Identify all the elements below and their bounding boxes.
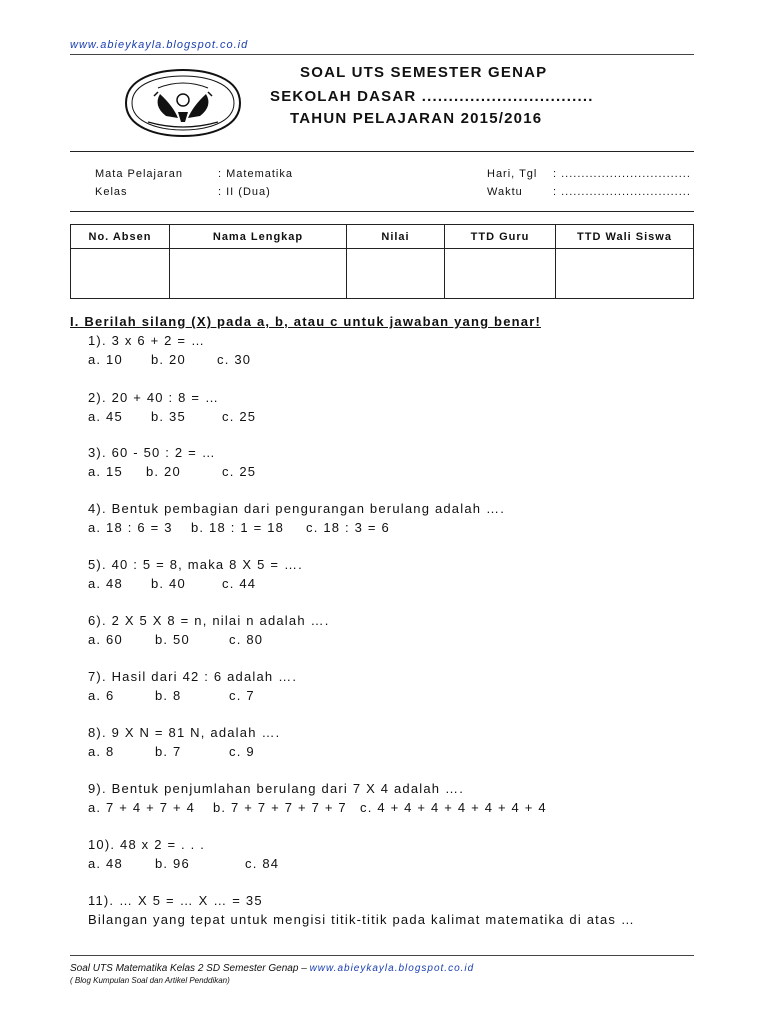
question-4: 4). Bentuk pembagian dari pengurangan berulang adalah ….: [88, 501, 506, 516]
class-value: : II (Dua): [218, 186, 271, 198]
option-1c[interactable]: c. 30: [217, 352, 252, 367]
school-name-line: SEKOLAH DASAR ................................: [270, 88, 594, 105]
subject-value: : Matematika: [218, 168, 293, 180]
academic-year: TAHUN PELAJARAN 2015/2016: [290, 110, 543, 127]
option-5c[interactable]: c. 44: [222, 576, 257, 591]
student-score-table: [70, 224, 694, 299]
footer-note: ( Blog Kumpulan Soal dan Artikel Penddikan): [70, 976, 230, 985]
question-5: 5). 40 : 5 = 8, maka 8 X 5 = ….: [88, 557, 303, 572]
option-2a[interactable]: a. 45: [88, 409, 123, 424]
cell-nilai[interactable]: [347, 249, 445, 299]
option-3c[interactable]: c. 25: [222, 464, 257, 479]
question-11: 11). … X 5 = … X … = 35: [88, 893, 263, 908]
option-7c[interactable]: c. 7: [229, 688, 255, 703]
question-8: 8). 9 X N = 81 N, adalah ….: [88, 725, 281, 740]
day-date-field[interactable]: : ................................: [553, 168, 691, 180]
cell-nama-lengkap[interactable]: [170, 249, 347, 299]
col-header-nama-lengkap: Nama Lengkap: [170, 225, 347, 249]
section-instruction: I. Berilah silang (X) pada a, b, atau c untuk jawaban yang benar!: [70, 314, 541, 329]
option-3a[interactable]: a. 15: [88, 464, 123, 479]
option-5a[interactable]: a. 48: [88, 576, 123, 591]
option-9c[interactable]: c. 4 + 4 + 4 + 4 + 4 + 4 + 4: [360, 800, 547, 815]
option-10c[interactable]: c. 84: [245, 856, 280, 871]
tut-wuri-handayani-logo-icon: [118, 66, 248, 140]
cell-ttd-guru[interactable]: [445, 249, 556, 299]
option-10b[interactable]: b. 96: [155, 856, 190, 871]
question-10: 10). 48 x 2 = . . .: [88, 837, 206, 852]
option-10a[interactable]: a. 48: [88, 856, 123, 871]
option-8a[interactable]: a. 8: [88, 744, 115, 759]
option-1a[interactable]: a. 10: [88, 352, 123, 367]
cell-ttd-wali-siswa[interactable]: [556, 249, 694, 299]
option-9b[interactable]: b. 7 + 7 + 7 + 7 + 7: [213, 800, 347, 815]
footer-line: [70, 963, 474, 974]
question-3: 3). 60 - 50 : 2 = …: [88, 445, 216, 460]
header-url[interactable]: www.abieykayla.blogspot.co.id: [70, 39, 249, 51]
col-header-ttd-guru: TTD Guru: [445, 225, 556, 249]
header-divider: [70, 54, 694, 55]
day-date-label: Hari, Tgl: [487, 168, 538, 180]
time-label: Waktu: [487, 186, 523, 198]
option-6a[interactable]: a. 60: [88, 632, 123, 647]
time-field[interactable]: : ................................: [553, 186, 691, 198]
option-8b[interactable]: b. 7: [155, 744, 182, 759]
subject-label: Mata Pelajaran: [95, 168, 183, 180]
option-4c[interactable]: c. 18 : 3 = 6: [306, 520, 390, 535]
question-6: 6). 2 X 5 X 8 = n, nilai n adalah ….: [88, 613, 330, 628]
footer-url[interactable]: www.abieykayla.blogspot.co.id: [309, 963, 475, 974]
option-2c[interactable]: c. 25: [222, 409, 257, 424]
option-7a[interactable]: a. 6: [88, 688, 115, 703]
option-4a[interactable]: a. 18 : 6 = 3: [88, 520, 173, 535]
footer-text: Soal UTS Matematika Kelas 2 SD Semester Genap –: [70, 963, 310, 974]
col-header-no-absen: No. Absen: [71, 225, 170, 249]
option-1b[interactable]: b. 20: [151, 352, 186, 367]
option-9a[interactable]: a. 7 + 4 + 7 + 4: [88, 800, 196, 815]
option-5b[interactable]: b. 40: [151, 576, 186, 591]
footer-divider: [70, 955, 694, 956]
question-1: 1). 3 x 6 + 2 = …: [88, 333, 206, 348]
option-3b[interactable]: b. 20: [146, 464, 181, 479]
col-header-nilai: Nilai: [347, 225, 445, 249]
option-8c[interactable]: c. 9: [229, 744, 255, 759]
question-9: 9). Bentuk penjumlahan berulang dari 7 X 4 adalah ….: [88, 781, 465, 796]
question-7: 7). Hasil dari 42 : 6 adalah ….: [88, 669, 298, 684]
option-6b[interactable]: b. 50: [155, 632, 190, 647]
cell-no-absen[interactable]: [71, 249, 170, 299]
option-2b[interactable]: b. 35: [151, 409, 186, 424]
question-11-prompt: Bilangan yang tepat untuk mengisi titik-titik pada kalimat matematika di atas …: [88, 912, 636, 927]
option-4b[interactable]: b. 18 : 1 = 18: [191, 520, 285, 535]
document-title: SOAL UTS SEMESTER GENAP: [300, 64, 548, 81]
option-7b[interactable]: b. 8: [155, 688, 182, 703]
question-2: 2). 20 + 40 : 8 = …: [88, 390, 220, 405]
info-bottom-divider: [70, 211, 694, 212]
col-header-ttd-wali-siswa: TTD Wali Siswa: [556, 225, 694, 249]
info-top-divider: [70, 151, 694, 152]
class-label: Kelas: [95, 186, 128, 198]
option-6c[interactable]: c. 80: [229, 632, 264, 647]
